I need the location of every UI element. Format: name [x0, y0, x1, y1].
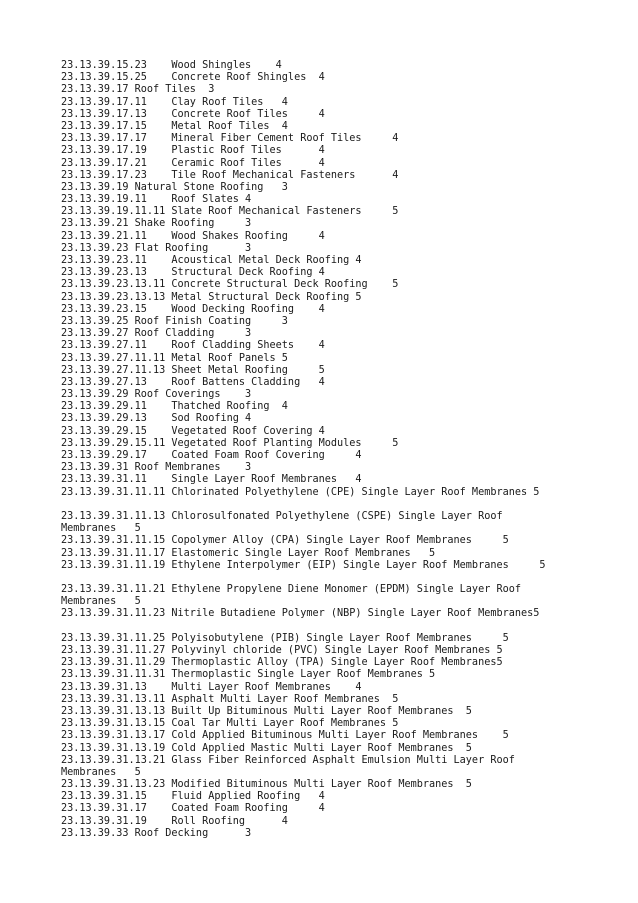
classification-line: 23.13.39.17.19 Plastic Roof Tiles 4 — [61, 145, 325, 157]
classification-line: 23.13.39.31.11.17 Elastomeric Single Layer Roof Membranes 5 — [61, 547, 436, 559]
classification-line: 23.13.39.27.11.13 Sheet Metal Roofing 5 — [61, 364, 325, 376]
classification-line: 23.13.39.23.11 Acoustical Metal Deck Roofing 4 — [61, 255, 362, 266]
classification-line: 23.13.39.31.11.21 Ethylene Propylene Diene Monomer (EPDM) Single Layer Roof — [61, 584, 522, 596]
classification-line: 23.13.39.31.11.25 Polyisobutylene (PIB) Single Layer Roof Membranes 5 — [61, 632, 509, 644]
classification-line: 23.13.39.27.11.11 Metal Roof Panels 5 — [61, 352, 288, 364]
blank-line — [61, 499, 631, 511]
classification-line: 23.13.39.31.11.11 Chlorinated Polyethylene (CPE) Single Layer Roof Membranes 5 — [61, 486, 540, 498]
classification-line: 23.13.39.31.17 Coated Foam Roofing 4 — [61, 803, 325, 815]
classification-line: 23.13.39.31.11.13 Chlorosulfonated Polyethylene (CSPE) Single Layer Roof — [61, 510, 503, 522]
classification-line: 23.13.39.23.13 Structural Deck Roofing 4 — [61, 267, 325, 279]
classification-line: 23.13.39.17.21 Ceramic Roof Tiles 4 — [61, 157, 325, 169]
classification-line: 23.13.39.17.15 Metal Roof Tiles 4 — [61, 120, 288, 132]
classification-line: 23.13.39.31.19 Roll Roofing 4 — [61, 815, 288, 827]
classification-line: 23.13.39.23.13.11 Concrete Structural Deck Roofing 5 — [61, 279, 399, 291]
classification-line: 23.13.39.33 Roof Decking 3 — [61, 827, 252, 839]
classification-line: 23.13.39.19.11 Roof Slates 4 — [61, 194, 252, 206]
classification-line: 23.13.39.23 Flat Roofing 3 — [61, 242, 252, 254]
classification-line: 23.13.39.17 Roof Tiles 3 — [61, 84, 215, 96]
classification-line: 23.13.39.31.11.19 Ethylene Interpolymer (EIP) Single Layer Roof Membranes 5 — [61, 559, 546, 571]
classification-line: 23.13.39.29.11 Thatched Roofing 4 — [61, 401, 288, 413]
classification-line: 23.13.39.31.11.31 Thermoplastic Single Layer Roof Membranes 5 — [61, 669, 436, 681]
classification-line: Membranes 5 — [61, 766, 141, 778]
classification-line: 23.13.39.31.11.27 Polyvinyl chloride (PVC) Single Layer Roof Membranes 5 — [61, 645, 503, 656]
classification-line: 23.13.39.21.11 Wood Shakes Roofing 4 — [61, 230, 325, 242]
classification-line: 23.13.39.31.13.11 Asphalt Multi Layer Roof Membranes 5 — [61, 693, 399, 705]
classification-line: 23.13.39.17.17 Mineral Fiber Cement Roof Tiles 4 — [61, 133, 399, 145]
classification-line: 23.13.39.27 Roof Cladding 3 — [61, 328, 252, 340]
classification-line: 23.13.39.31.13.17 Cold Applied Bituminous Multi Layer Roof Membranes 5 — [61, 730, 509, 742]
classification-line: 23.13.39.31 Roof Membranes 3 — [61, 462, 252, 474]
classification-line: 23.13.39.21 Shake Roofing 3 — [61, 218, 252, 230]
classification-line: 23.13.39.29 Roof Coverings 3 — [61, 389, 252, 401]
classification-line: 23.13.39.17.23 Tile Roof Mechanical Fasteners 4 — [61, 169, 399, 181]
classification-line: 23.13.39.29.15 Vegetated Roof Covering 4 — [61, 425, 325, 437]
classification-line: 23.13.39.15.25 Concrete Roof Shingles 4 — [61, 72, 325, 84]
classification-line: 23.13.39.31.11.29 Thermoplastic Alloy (TPA) Single Layer Roof Membranes5 — [61, 657, 503, 669]
classification-line: 23.13.39.17.11 Clay Roof Tiles 4 — [61, 96, 288, 108]
classification-line: 23.13.39.31.13 Multi Layer Roof Membranes 4 — [61, 681, 362, 693]
classification-line: 23.13.39.29.13 Sod Roofing 4 — [61, 413, 252, 425]
classification-line: 23.13.39.19 Natural Stone Roofing 3 — [61, 181, 288, 193]
classification-line: 23.13.39.19.11.11 Slate Roof Mechanical Fasteners 5 — [61, 206, 399, 218]
classification-line: Membranes 5 — [61, 523, 141, 535]
classification-line: 23.13.39.31.13.19 Cold Applied Mastic Multi Layer Roof Membranes 5 — [61, 742, 472, 754]
classification-line: 23.13.39.31.11 Single Layer Roof Membranes 4 — [61, 474, 362, 486]
classification-line: 23.13.39.23.13.13 Metal Structural Deck Roofing 5 — [61, 291, 362, 303]
classification-line: 23.13.39.31.15 Fluid Applied Roofing 4 — [61, 791, 325, 803]
classification-line: 23.13.39.31.11.23 Nitrile Butadiene Polymer (NBP) Single Layer Roof Membranes5 — [61, 608, 540, 620]
blank-line — [61, 572, 631, 584]
classification-line: 23.13.39.31.13.15 Coal Tar Multi Layer Roof Membranes 5 — [61, 718, 399, 730]
classification-line: 23.13.39.23.15 Wood Decking Roofing 4 — [61, 303, 325, 315]
classification-line: Membranes 5 — [61, 596, 141, 608]
classification-line: 23.13.39.31.13.13 Built Up Bituminous Multi Layer Roof Membranes 5 — [61, 705, 472, 717]
classification-line: 23.13.39.15.23 Wood Shingles 4 — [61, 60, 282, 71]
classification-line: 23.13.39.27.11 Roof Cladding Sheets 4 — [61, 340, 325, 352]
classification-line: 23.13.39.17.13 Concrete Roof Tiles 4 — [61, 108, 325, 120]
classification-list — [61, 60, 631, 840]
blank-line — [61, 621, 631, 633]
classification-line: 23.13.39.27.13 Roof Battens Cladding 4 — [61, 376, 325, 388]
classification-line: 23.13.39.31.13.21 Glass Fiber Reinforced Asphalt Emulsion Multi Layer Roof — [61, 754, 515, 766]
classification-line: 23.13.39.29.17 Coated Foam Roof Covering 4 — [61, 450, 362, 461]
classification-line: 23.13.39.29.15.11 Vegetated Roof Planting Modules 5 — [61, 437, 399, 449]
classification-line: 23.13.39.31.11.15 Copolymer Alloy (CPA) Single Layer Roof Membranes 5 — [61, 535, 509, 547]
classification-line: 23.13.39.25 Roof Finish Coating 3 — [61, 315, 288, 327]
classification-line: 23.13.39.31.13.23 Modified Bituminous Multi Layer Roof Membranes 5 — [61, 779, 472, 791]
